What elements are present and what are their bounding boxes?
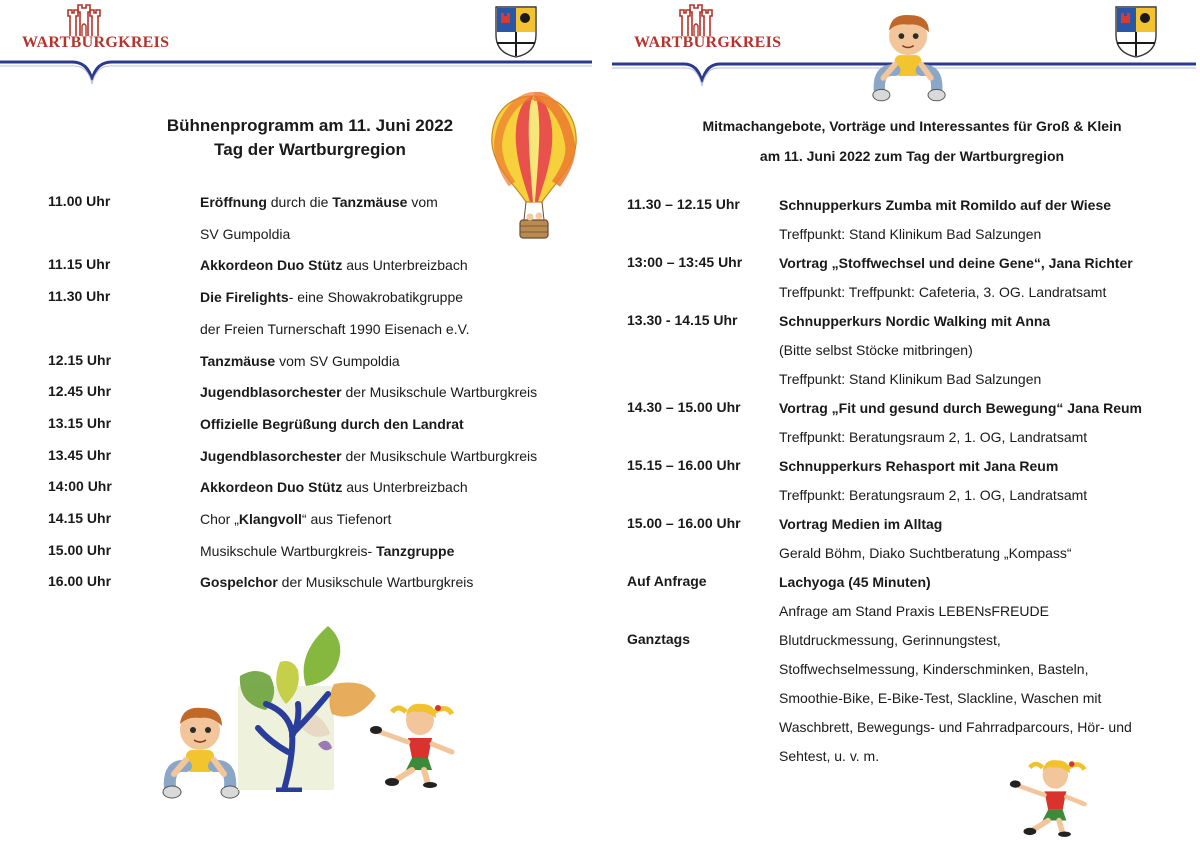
schedule-entry [200, 510, 391, 528]
entry-text: der Musikschule Wartburgkreis [341, 384, 538, 401]
schedule-time: 14:00 Uhr [48, 478, 112, 495]
entry-highlight: Offizielle Begrüßung durch den Landrat [200, 415, 464, 432]
entry-highlight: Gospelchor [200, 574, 278, 591]
boy-sitting-icon [160, 704, 242, 800]
entry-highlight: Klangvoll [238, 511, 302, 527]
schedule-time: 12.15 Uhr [48, 351, 112, 368]
entry-text: durch die [266, 194, 333, 210]
entry-text: “ aus Tiefenort [301, 511, 392, 527]
entry-text: aus Unterbreizbach [342, 257, 468, 274]
activity-detail: Treffpunkt: Beratungsraum 2, 1. OG, Landratsamt [779, 487, 1088, 503]
logo-text: WARTBURGKREIS [634, 34, 782, 51]
schedule-entry [200, 542, 454, 560]
activity-detail: Treffpunkt: Treffpunkt: Cafeteria, 3. OG. Landratsamt [779, 284, 1107, 300]
logo-text: WARTBURGKREIS [22, 34, 170, 51]
entry-highlight: Jugendblasorchester [200, 447, 342, 464]
entry-highlight: Tanzgruppe [376, 542, 455, 559]
schedule-time: 12.45 Uhr [48, 383, 112, 400]
entry-text: der Musikschule Wartburgkreis [277, 574, 474, 591]
coat-of-arms-icon [1114, 5, 1158, 59]
schedule-entry-continued: SV Gumpoldia [200, 225, 291, 242]
schedule-entry [200, 478, 468, 496]
activity-time: 13:00 – 13:45 Uhr [627, 254, 743, 270]
schedule-time: 13.15 Uhr [48, 414, 112, 431]
wartburg-castle-icon [676, 2, 716, 38]
girl-kicking-icon [368, 696, 458, 788]
entry-text: - eine Showakrobatikgruppe [288, 289, 464, 306]
coat-of-arms-icon [494, 5, 538, 59]
activity-time: Auf Anfrage [627, 573, 707, 589]
entry-text: aus Unterbreizbach [342, 479, 468, 496]
activity-time: 15.15 – 16.00 Uhr [627, 457, 741, 473]
entry-text: vom SV Gumpoldia [275, 352, 400, 369]
activity-title: Lachyoga (45 Minuten) [779, 574, 931, 590]
activity-detail: (Bitte selbst Stöcke mitbringen) [779, 342, 973, 358]
entry-highlight: Tanzmäuse [200, 352, 276, 369]
activity-time: 15.00 – 16.00 Uhr [627, 515, 741, 531]
page-title [110, 114, 510, 162]
schedule-time: 14.15 Uhr [48, 510, 112, 526]
schedule-entry [200, 193, 438, 211]
girl-kicking-icon [1008, 752, 1090, 838]
activity-title: Vortrag „Stoffwechsel und deine Gene“, Jana Richter [779, 255, 1133, 271]
activity-time: Ganztags [627, 631, 691, 647]
activity-detail: Stoffwechselmessung, Kinderschminken, Basteln, [779, 661, 1089, 677]
title-line-1: Mitmachangebote, Vorträge und Interessantes für Groß & Klein [702, 118, 1122, 134]
title-line-2: am 11. Juni 2022 zum Tag der Wartburgregion [759, 148, 1065, 164]
schedule-entry [200, 447, 537, 465]
activity-time: 13.30 - 14.15 Uhr [627, 312, 738, 328]
schedule-time: 11.00 Uhr [48, 193, 111, 209]
activity-detail: Anfrage am Stand Praxis LEBENsFREUDE [779, 603, 1049, 619]
activity-detail: Treffpunkt: Stand Klinikum Bad Salzungen [779, 371, 1042, 387]
title-line-1: Bühnenprogramm am 11. Juni 2022 [166, 116, 454, 135]
entry-highlight: Akkordeon Duo Stütz [200, 257, 343, 274]
entry-highlight: Eröffnung [200, 194, 267, 210]
activity-title: Schnupperkurs Nordic Walking mit Anna [779, 313, 1051, 329]
activity-title: Vortrag „Fit und gesund durch Bewegung“ Jana Reum [779, 400, 1142, 416]
entry-text: Musikschule Wartburgkreis- [200, 542, 377, 559]
entry-text: der Musikschule Wartburgkreis [341, 447, 538, 464]
schedule-entry [200, 256, 468, 274]
activity-detail: Treffpunkt: Stand Klinikum Bad Salzungen [779, 226, 1042, 242]
schedule-entry [200, 383, 537, 401]
schedule-time: 16.00 Uhr [48, 573, 112, 590]
activity-title: Schnupperkurs Zumba mit Romildo auf der Wiese [779, 197, 1112, 213]
schedule-entry [200, 415, 464, 433]
activity-title: Schnupperkurs Rehasport mit Jana Reum [779, 458, 1059, 474]
schedule-time: 11.30 Uhr [48, 288, 111, 305]
activity-detail: Treffpunkt: Beratungsraum 2, 1. OG, Landratsamt [779, 429, 1088, 445]
entry-text: vom [407, 194, 438, 210]
boy-sitting-icon [870, 10, 948, 104]
schedule-time: 11.15 Uhr [48, 256, 111, 273]
wartburg-castle-icon [64, 2, 104, 38]
schedule-time: 15.00 Uhr [48, 541, 112, 558]
right-page [612, 0, 1200, 844]
entry-highlight: Akkordeon Duo Stütz [200, 479, 343, 496]
tree-logo-icon [236, 624, 378, 792]
hot-air-balloon-icon [486, 92, 582, 248]
activity-detail: Sehtest, u. v. m. [779, 748, 880, 764]
activity-detail: Waschbrett, Bewegungs- und Fahrradparcours, Hör- und [779, 719, 1132, 735]
activity-detail: Smoothie-Bike, E-Bike-Test, Slackline, Waschen mit [779, 690, 1102, 706]
schedule-entry [200, 352, 400, 370]
schedule-entry [200, 573, 473, 591]
entry-highlight: Tanzmäuse [332, 194, 408, 210]
entry-text: Chor „ [200, 511, 239, 527]
schedule-entry [200, 288, 463, 306]
schedule-time: 13.45 Uhr [48, 446, 112, 463]
title-line-2: Tag der Wartburgregion [214, 140, 406, 159]
activity-time: 14.30 – 15.00 Uhr [627, 399, 741, 415]
activity-detail: Blutdruckmessung, Gerinnungstest, [779, 632, 1001, 648]
entry-highlight: Jugendblasorchester [200, 384, 342, 401]
page-title [632, 111, 1192, 171]
schedule-entry-continued: der Freien Turnerschaft 1990 Eisenach e.V. [200, 320, 470, 337]
activity-time: 11.30 – 12.15 Uhr [627, 196, 740, 212]
entry-highlight: Die Firelights [200, 289, 289, 306]
activity-detail: Gerald Böhm, Diako Suchtberatung „Kompass“ [779, 545, 1072, 561]
activity-title: Vortrag Medien im Alltag [779, 516, 943, 532]
